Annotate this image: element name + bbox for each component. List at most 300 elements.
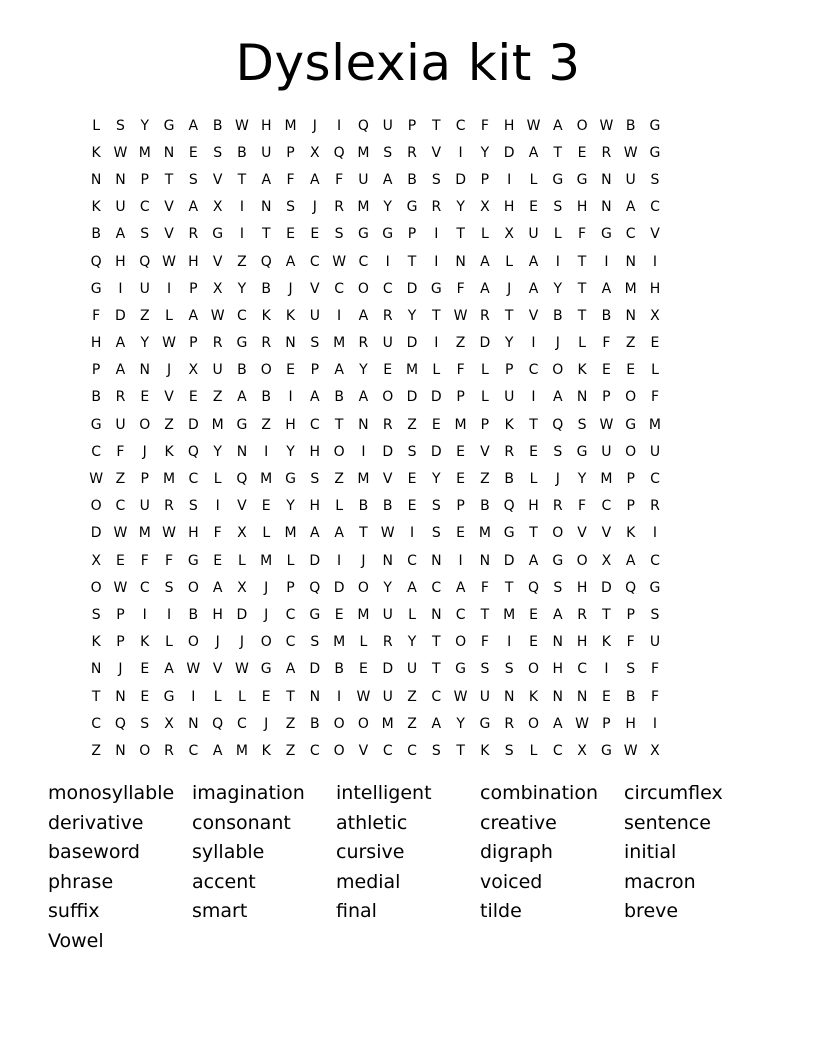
grid-cell: E	[650, 335, 660, 352]
grid-cell: M	[503, 606, 516, 623]
grid-cell: R	[504, 443, 515, 460]
grid-cell: O	[90, 498, 102, 515]
grid-cell: N	[358, 416, 369, 433]
grid-row	[84, 194, 667, 221]
grid-cell: E	[213, 552, 223, 569]
grid-cell: U	[625, 171, 636, 188]
grid-cell: A	[625, 552, 636, 569]
grid-cell: W	[235, 117, 249, 134]
grid-cell: Z	[164, 416, 174, 433]
grid-cell: Z	[285, 715, 296, 732]
grid-cell: S	[334, 226, 344, 243]
grid-cell: I	[604, 253, 609, 270]
grid-cell: Z	[115, 471, 126, 488]
grid-cell: Y	[577, 471, 587, 488]
grid-cell: C	[382, 280, 393, 297]
grid-cell: B	[601, 307, 612, 324]
grid-cell: P	[116, 606, 125, 623]
grid-row	[84, 683, 667, 710]
grid-cell: G	[625, 416, 637, 433]
grid-cell: O	[139, 742, 151, 759]
grid-cell: T	[261, 226, 271, 243]
grid-cell: C	[285, 606, 296, 623]
grid-cell: S	[91, 606, 101, 623]
grid-cell: M	[357, 144, 370, 161]
grid-cell: S	[431, 525, 441, 542]
grid-cell: C	[309, 416, 320, 433]
grid-cell: O	[260, 634, 272, 651]
grid-cell: S	[213, 144, 223, 161]
grid-cell: V	[480, 443, 490, 460]
grid-cell: E	[286, 226, 295, 243]
grid-cell: B	[504, 471, 514, 488]
grid-cell: W	[599, 416, 614, 433]
grid-cell: V	[358, 742, 369, 759]
grid-cell: H	[188, 253, 199, 270]
grid-cell: G	[649, 579, 661, 596]
grid-cell: S	[407, 443, 417, 460]
grid-cell: T	[504, 579, 514, 596]
grid-cell: C	[650, 471, 660, 488]
grid-cell: E	[140, 661, 150, 678]
word-list-item: circumflex	[624, 782, 723, 804]
grid-cell: E	[456, 471, 466, 488]
grid-cell: I	[507, 171, 512, 188]
grid-cell: G	[649, 144, 661, 161]
grid-cell: P	[116, 634, 125, 651]
grid-cell: T	[456, 226, 465, 243]
grid-row	[84, 248, 667, 275]
grid-cell: W	[113, 525, 128, 542]
grid-cell: A	[553, 389, 563, 406]
grid-cell: I	[337, 117, 342, 134]
grid-cell: P	[504, 362, 514, 379]
grid-cell: F	[480, 634, 489, 651]
grid-cell: Z	[407, 688, 417, 705]
grid-cell: Q	[333, 144, 345, 161]
grid-cell: Y	[140, 335, 150, 352]
grid-cell: O	[187, 579, 199, 596]
grid-cell: M	[138, 525, 151, 542]
word-list-item: imagination	[192, 782, 305, 804]
grid-cell: C	[601, 498, 612, 515]
grid-cell: C	[91, 715, 102, 732]
grid-cell: X	[212, 199, 223, 216]
grid-cell: B	[334, 389, 344, 406]
grid-cell: Y	[504, 335, 514, 352]
grid-cell: N	[163, 144, 175, 161]
grid-cell: S	[431, 171, 441, 188]
grid-cell: F	[578, 226, 587, 243]
grid-cell: T	[432, 307, 441, 324]
grid-cell: H	[552, 661, 564, 678]
page-title: Dyslexia kit 3	[235, 34, 581, 92]
grid-cell: K	[480, 742, 490, 759]
grid-cell: A	[188, 199, 199, 216]
grid-cell: L	[213, 688, 222, 705]
grid-cell: L	[238, 552, 246, 569]
grid-cell: X	[164, 715, 174, 732]
grid-row	[84, 493, 667, 520]
grid-cell: P	[91, 362, 101, 379]
grid-cell: S	[650, 171, 660, 188]
grid-cell: H	[576, 579, 588, 596]
grid-cell: L	[262, 525, 271, 542]
grid-cell: P	[626, 606, 635, 623]
grid-cell: Q	[212, 715, 224, 732]
grid-cell: N	[90, 171, 102, 188]
grid-cell: J	[264, 606, 269, 623]
grid-cell: F	[650, 661, 659, 678]
grid-cell: D	[382, 661, 394, 678]
grid-cell: U	[382, 117, 393, 134]
grid-cell: N	[552, 634, 564, 651]
grid-cell: P	[286, 579, 295, 596]
grid-cell: W	[356, 688, 371, 705]
grid-cell: F	[650, 688, 659, 705]
grid-cell: L	[651, 362, 659, 379]
grid-cell: A	[188, 117, 199, 134]
grid-cell: M	[260, 471, 273, 488]
grid-cell: W	[162, 525, 176, 542]
grid-cell: L	[335, 498, 344, 515]
word-column	[48, 779, 192, 957]
grid-cell: G	[576, 171, 588, 188]
grid-cell: I	[142, 606, 147, 623]
grid-cell: M	[624, 280, 637, 297]
grid-cell: N	[115, 688, 126, 705]
grid-cell: E	[529, 634, 538, 651]
grid-cell: H	[528, 498, 539, 515]
grid-cell: T	[456, 742, 465, 759]
grid-cell: K	[91, 144, 101, 161]
grid-cell: T	[286, 688, 295, 705]
grid-cell: B	[237, 362, 247, 379]
grid-cell: K	[285, 307, 296, 324]
grid-cell: J	[239, 634, 244, 651]
grid-row	[84, 737, 667, 764]
grid-cell: T	[529, 416, 538, 433]
grid-cell: A	[407, 579, 417, 596]
grid-cell: E	[529, 199, 538, 216]
grid-cell: R	[164, 498, 174, 515]
grid-cell: Y	[432, 471, 441, 488]
grid-cell: I	[458, 552, 463, 569]
grid-cell: L	[432, 362, 441, 379]
grid-cell: I	[531, 389, 536, 406]
grid-cell: C	[237, 715, 247, 732]
grid-cell: M	[357, 471, 370, 488]
grid-cell: H	[576, 199, 588, 216]
grid-cell: P	[140, 471, 149, 488]
grid-cell: U	[139, 280, 150, 297]
grid-cell: Q	[187, 443, 199, 460]
grid-cell: N	[455, 253, 466, 270]
grid-cell: H	[649, 280, 661, 297]
grid-cell: D	[430, 443, 442, 460]
word-list	[48, 779, 768, 957]
grid-cell: V	[528, 307, 539, 324]
grid-cell: T	[577, 253, 587, 270]
grid-row	[84, 139, 667, 166]
grid-cell: G	[406, 199, 418, 216]
grid-cell: Z	[91, 742, 101, 759]
word-list-item: sentence	[624, 811, 711, 834]
grid-cell: O	[357, 579, 369, 596]
grid-cell: C	[358, 253, 369, 270]
grid-cell: B	[212, 117, 223, 134]
grid-cell: E	[601, 688, 611, 705]
grid-cell: M	[211, 416, 224, 433]
grid-cell: K	[91, 634, 101, 651]
word-column	[336, 779, 480, 957]
grid-row	[84, 438, 667, 465]
grid-cell: R	[504, 715, 515, 732]
grid-cell: H	[625, 715, 636, 732]
grid-cell: E	[310, 226, 320, 243]
grid-cell: W	[332, 253, 347, 270]
grid-cell: C	[650, 199, 660, 216]
grid-cell: F	[456, 362, 465, 379]
word-list-item: intelligent	[336, 782, 432, 804]
grid-cell: S	[310, 634, 320, 651]
grid-cell: T	[334, 416, 344, 433]
grid-cell: O	[625, 389, 637, 406]
grid-cell: B	[237, 144, 247, 161]
grid-cell: A	[358, 389, 369, 406]
grid-cell: G	[212, 226, 224, 243]
grid-cell: L	[480, 362, 489, 379]
grid-cell: O	[625, 443, 637, 460]
grid-cell: Q	[236, 471, 248, 488]
grid-cell: N	[236, 443, 248, 460]
grid-cell: W	[575, 715, 589, 732]
grid-cell: M	[478, 525, 491, 542]
grid-cell: A	[528, 144, 539, 161]
grid-cell: N	[625, 253, 636, 270]
grid-cell: X	[310, 144, 320, 161]
grid-cell: D	[187, 416, 199, 433]
grid-cell: W	[162, 253, 176, 270]
grid-row	[84, 629, 667, 656]
grid-cell: G	[90, 416, 102, 433]
grid-cell: F	[213, 525, 222, 542]
grid-cell: S	[140, 226, 150, 243]
grid-cell: M	[333, 634, 346, 651]
grid-cell: J	[264, 715, 269, 732]
grid-cell: O	[333, 715, 345, 732]
grid-cell: W	[380, 525, 395, 542]
grid-row	[84, 411, 667, 438]
grid-cell: F	[480, 579, 489, 596]
grid-cell: I	[458, 144, 463, 161]
grid-cell: P	[189, 280, 198, 297]
grid-cell: Z	[261, 416, 272, 433]
grid-cell: D	[503, 144, 515, 161]
grid-cell: E	[577, 144, 587, 161]
grid-cell: F	[650, 389, 659, 406]
grid-cell: I	[337, 688, 342, 705]
grid-cell: C	[455, 117, 466, 134]
grid-cell: I	[434, 253, 439, 270]
grid-cell: A	[553, 606, 563, 623]
grid-cell: A	[188, 307, 199, 324]
grid-cell: Y	[456, 715, 465, 732]
grid-cell: B	[188, 606, 199, 623]
word-list-item: baseword	[48, 841, 140, 864]
grid-cell: I	[361, 443, 366, 460]
grid-cell: F	[165, 552, 174, 569]
grid-cell: U	[382, 688, 393, 705]
grid-cell: F	[92, 307, 101, 324]
grid-cell: T	[359, 525, 368, 542]
word-list-item: combination	[480, 782, 598, 804]
grid-cell: E	[140, 389, 150, 406]
grid-cell: Q	[139, 253, 151, 270]
word-column	[480, 779, 624, 957]
grid-cell: G	[600, 226, 612, 243]
grid-cell: R	[382, 634, 393, 651]
grid-cell: C	[334, 280, 344, 297]
grid-cell: I	[385, 253, 390, 270]
word-column	[192, 779, 336, 957]
grid-cell: L	[238, 688, 246, 705]
grid-cell: G	[576, 443, 588, 460]
grid-cell: B	[310, 715, 320, 732]
grid-cell: G	[260, 661, 272, 678]
grid-cell: Z	[625, 335, 636, 352]
grid-cell: I	[337, 307, 342, 324]
word-list-item: suffix	[48, 900, 100, 923]
grid-cell: O	[576, 552, 588, 569]
grid-cell: S	[383, 144, 393, 161]
grid-cell: I	[434, 226, 439, 243]
grid-cell: W	[526, 117, 541, 134]
grid-cell: F	[626, 634, 635, 651]
word-list-item: phrase	[48, 870, 114, 893]
grid-cell: K	[577, 362, 587, 379]
grid-cell: M	[648, 416, 662, 433]
grid-cell: E	[626, 362, 636, 379]
grid-cell: L	[578, 335, 586, 352]
grid-cell: D	[90, 525, 102, 542]
grid-cell: T	[602, 606, 611, 623]
word-list-item: breve	[624, 900, 679, 923]
grid-cell: B	[407, 171, 417, 188]
grid-cell: P	[140, 171, 149, 188]
grid-cell: C	[139, 199, 150, 216]
grid-cell: U	[382, 606, 393, 623]
grid-cell: N	[139, 362, 150, 379]
grid-cell: G	[600, 742, 612, 759]
grid-cell: M	[138, 144, 151, 161]
grid-row	[84, 547, 667, 574]
grid-cell: C	[91, 443, 102, 460]
grid-cell: N	[576, 389, 588, 406]
grid-cell: A	[528, 552, 539, 569]
grid-cell: S	[553, 579, 563, 596]
grid-cell: A	[310, 171, 320, 188]
grid-cell: E	[601, 362, 611, 379]
grid-cell: R	[650, 498, 660, 515]
grid-cell: X	[91, 552, 101, 569]
grid-cell: H	[309, 498, 321, 515]
grid-cell: E	[407, 498, 417, 515]
grid-cell: A	[334, 362, 344, 379]
grid-cell: X	[577, 742, 587, 759]
grid-cell: H	[212, 606, 223, 623]
grid-row	[84, 330, 667, 357]
grid-cell: A	[334, 525, 344, 542]
grid-row	[84, 520, 667, 547]
grid-cell: C	[431, 688, 442, 705]
grid-cell: O	[552, 362, 564, 379]
grid-cell: G	[357, 226, 369, 243]
grid-cell: L	[165, 307, 173, 324]
grid-cell: J	[361, 552, 366, 569]
grid-cell: F	[456, 280, 465, 297]
grid-cell: Q	[552, 416, 564, 433]
grid-cell: J	[312, 117, 317, 134]
grid-cell: C	[237, 307, 247, 324]
grid-cell: B	[334, 661, 344, 678]
grid-cell: Q	[260, 253, 272, 270]
grid-cell: O	[333, 443, 345, 460]
grid-cell: M	[235, 742, 248, 759]
grid-cell: A	[358, 307, 369, 324]
grid-cell: Y	[407, 634, 417, 651]
word-list-item: medial	[336, 870, 401, 893]
grid-cell: D	[600, 579, 612, 596]
grid-cell: A	[480, 253, 490, 270]
grid-cell: C	[650, 552, 660, 569]
grid-cell: G	[163, 688, 175, 705]
grid-cell: R	[358, 335, 369, 352]
grid-cell: S	[480, 661, 490, 678]
grid-cell: G	[236, 335, 248, 352]
grid-cell: N	[188, 715, 199, 732]
grid-cell: N	[576, 688, 588, 705]
grid-cell: A	[261, 171, 272, 188]
grid-cell: I	[264, 443, 269, 460]
grid-cell: S	[310, 335, 320, 352]
grid-cell: H	[115, 253, 126, 270]
grid-cell: M	[284, 117, 297, 134]
grid-cell: K	[164, 443, 174, 460]
grid-cell: L	[480, 389, 489, 406]
grid-cell: P	[189, 335, 198, 352]
grid-cell: A	[212, 742, 223, 759]
grid-cell: W	[623, 144, 638, 161]
grid-cell: D	[455, 171, 466, 188]
grid-cell: N	[115, 742, 126, 759]
grid-cell: A	[625, 199, 636, 216]
grid-cell: G	[479, 715, 491, 732]
grid-cell: Y	[213, 443, 222, 460]
grid-cell: A	[528, 280, 539, 297]
grid-cell: P	[602, 715, 611, 732]
grid-cell: L	[529, 171, 538, 188]
grid-cell: Y	[140, 117, 150, 134]
grid-cell: N	[431, 606, 442, 623]
grid-cell: T	[577, 280, 587, 297]
grid-cell: L	[165, 634, 173, 651]
grid-cell: R	[334, 199, 344, 216]
grid-cell: D	[406, 280, 418, 297]
grid-cell: E	[529, 443, 538, 460]
grid-cell: A	[115, 226, 126, 243]
grid-cell: Y	[407, 307, 417, 324]
